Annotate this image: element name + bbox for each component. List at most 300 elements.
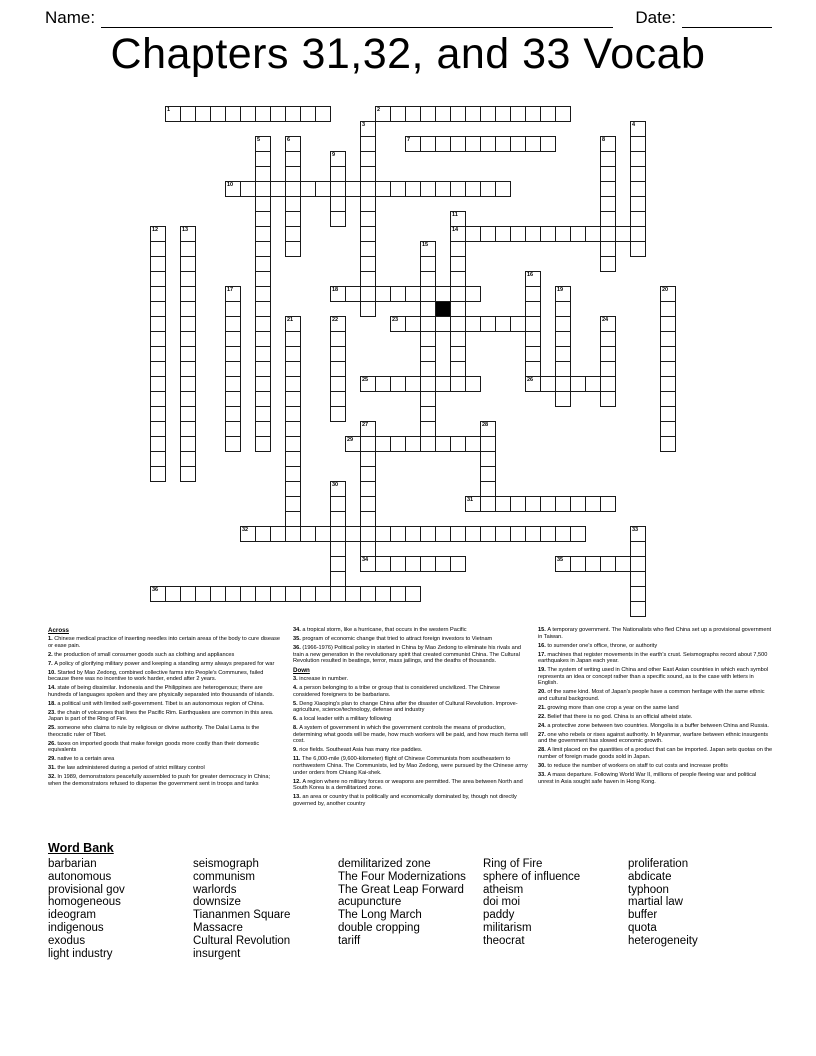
grid-cell[interactable] (255, 526, 271, 542)
grid-cell[interactable] (285, 361, 301, 377)
grid-cell[interactable] (375, 556, 391, 572)
grid-cell[interactable] (420, 346, 436, 362)
grid-cell[interactable] (225, 586, 241, 602)
grid-cell[interactable] (555, 106, 571, 122)
grid-cell[interactable] (600, 391, 616, 407)
grid-cell[interactable] (150, 436, 166, 452)
grid-cell[interactable] (630, 151, 646, 167)
grid-cell[interactable] (630, 136, 646, 152)
grid-cell[interactable] (360, 421, 376, 437)
grid-cell[interactable] (225, 286, 241, 302)
crossword-grid[interactable] (150, 106, 680, 621)
grid-cell[interactable] (225, 436, 241, 452)
grid-cell[interactable] (495, 106, 511, 122)
grid-cell[interactable] (435, 526, 451, 542)
grid-cell[interactable] (180, 451, 196, 467)
grid-cell[interactable] (525, 526, 541, 542)
grid-cell[interactable] (450, 226, 466, 242)
grid-cell[interactable] (360, 196, 376, 212)
grid-cell[interactable] (630, 241, 646, 257)
grid-cell[interactable] (180, 586, 196, 602)
grid-cell[interactable] (495, 496, 511, 512)
grid-cell[interactable] (255, 391, 271, 407)
grid-cell[interactable] (360, 241, 376, 257)
grid-cell[interactable] (435, 136, 451, 152)
grid-cell[interactable] (255, 436, 271, 452)
grid-cell[interactable] (300, 526, 316, 542)
grid-cell[interactable] (660, 361, 676, 377)
grid-cell[interactable] (555, 226, 571, 242)
grid-cell[interactable] (345, 586, 361, 602)
grid-cell[interactable] (285, 151, 301, 167)
grid-cell[interactable] (330, 316, 346, 332)
grid-cell[interactable] (180, 406, 196, 422)
grid-cell[interactable] (540, 226, 556, 242)
grid-cell[interactable] (420, 286, 436, 302)
grid-cell[interactable] (660, 406, 676, 422)
grid-cell[interactable] (555, 286, 571, 302)
grid-cell[interactable] (330, 151, 346, 167)
grid-cell[interactable] (435, 316, 451, 332)
grid-cell[interactable] (150, 226, 166, 242)
grid-cell[interactable] (525, 301, 541, 317)
grid-cell[interactable] (255, 421, 271, 437)
grid-cell[interactable] (255, 211, 271, 227)
grid-cell[interactable] (465, 316, 481, 332)
grid-cell[interactable] (525, 376, 541, 392)
grid-cell[interactable] (285, 406, 301, 422)
grid-cell[interactable] (405, 181, 421, 197)
grid-cell[interactable] (525, 346, 541, 362)
grid-cell[interactable] (420, 436, 436, 452)
grid-cell[interactable] (345, 181, 361, 197)
grid-cell[interactable] (600, 361, 616, 377)
grid-cell[interactable] (330, 346, 346, 362)
grid-cell[interactable] (435, 286, 451, 302)
grid-cell[interactable] (600, 256, 616, 272)
grid-cell[interactable] (465, 226, 481, 242)
grid-cell[interactable] (255, 106, 271, 122)
grid-cell[interactable] (480, 136, 496, 152)
grid-cell[interactable] (480, 451, 496, 467)
grid-cell[interactable] (330, 481, 346, 497)
grid-cell[interactable] (390, 286, 406, 302)
grid-cell[interactable] (255, 286, 271, 302)
grid-cell[interactable] (405, 376, 421, 392)
grid-cell[interactable] (435, 556, 451, 572)
grid-cell[interactable] (405, 586, 421, 602)
grid-cell[interactable] (225, 391, 241, 407)
grid-cell[interactable] (420, 421, 436, 437)
grid-cell[interactable] (450, 181, 466, 197)
grid-cell[interactable] (255, 181, 271, 197)
grid-cell[interactable] (525, 361, 541, 377)
grid-cell[interactable] (420, 316, 436, 332)
grid-cell[interactable] (555, 346, 571, 362)
grid-cell[interactable] (480, 421, 496, 437)
grid-cell[interactable] (510, 106, 526, 122)
grid-cell[interactable] (600, 331, 616, 347)
grid-cell[interactable] (630, 541, 646, 557)
grid-cell[interactable] (375, 286, 391, 302)
grid-cell[interactable] (480, 496, 496, 512)
grid-cell[interactable] (615, 226, 631, 242)
grid-cell[interactable] (495, 316, 511, 332)
grid-cell[interactable] (285, 376, 301, 392)
grid-cell[interactable] (225, 316, 241, 332)
grid-cell[interactable] (240, 106, 256, 122)
grid-cell[interactable] (270, 526, 286, 542)
grid-cell[interactable] (480, 526, 496, 542)
grid-cell[interactable] (600, 151, 616, 167)
grid-cell[interactable] (285, 166, 301, 182)
grid-cell[interactable] (450, 256, 466, 272)
grid-cell[interactable] (180, 316, 196, 332)
grid-cell[interactable] (525, 316, 541, 332)
grid-cell[interactable] (555, 301, 571, 317)
grid-cell[interactable] (555, 526, 571, 542)
grid-cell[interactable] (315, 586, 331, 602)
grid-cell[interactable] (225, 421, 241, 437)
grid-cell[interactable] (585, 556, 601, 572)
grid-cell[interactable] (180, 241, 196, 257)
grid-cell[interactable] (480, 106, 496, 122)
grid-cell[interactable] (360, 466, 376, 482)
grid-cell[interactable] (315, 526, 331, 542)
grid-cell[interactable] (360, 136, 376, 152)
grid-cell[interactable] (420, 256, 436, 272)
grid-cell[interactable] (285, 496, 301, 512)
grid-cell[interactable] (330, 376, 346, 392)
grid-cell[interactable] (420, 391, 436, 407)
grid-cell[interactable] (360, 151, 376, 167)
grid-cell[interactable] (390, 436, 406, 452)
grid-cell[interactable] (510, 496, 526, 512)
grid-cell[interactable] (345, 436, 361, 452)
grid-cell[interactable] (210, 586, 226, 602)
grid-cell[interactable] (570, 556, 586, 572)
grid-cell[interactable] (285, 421, 301, 437)
grid-cell[interactable] (165, 106, 181, 122)
grid-cell[interactable] (600, 346, 616, 362)
grid-cell[interactable] (330, 196, 346, 212)
grid-cell[interactable] (420, 526, 436, 542)
grid-cell[interactable] (285, 331, 301, 347)
grid-cell[interactable] (285, 196, 301, 212)
grid-cell[interactable] (345, 526, 361, 542)
grid-cell[interactable] (660, 391, 676, 407)
grid-cell[interactable] (270, 106, 286, 122)
grid-cell[interactable] (255, 166, 271, 182)
grid-cell[interactable] (600, 196, 616, 212)
grid-cell[interactable] (180, 271, 196, 287)
grid-cell[interactable] (450, 271, 466, 287)
grid-cell[interactable] (330, 181, 346, 197)
grid-cell[interactable] (390, 556, 406, 572)
grid-cell[interactable] (255, 361, 271, 377)
grid-cell[interactable] (225, 376, 241, 392)
grid-cell[interactable] (255, 331, 271, 347)
grid-cell[interactable] (240, 181, 256, 197)
grid-cell[interactable] (435, 181, 451, 197)
grid-cell[interactable] (480, 436, 496, 452)
grid-cell[interactable] (660, 421, 676, 437)
grid-cell[interactable] (285, 211, 301, 227)
grid-cell[interactable] (525, 286, 541, 302)
grid-cell[interactable] (360, 451, 376, 467)
grid-cell[interactable] (285, 481, 301, 497)
grid-cell[interactable] (450, 526, 466, 542)
grid-cell[interactable] (180, 331, 196, 347)
grid-cell[interactable] (150, 271, 166, 287)
grid-cell[interactable] (150, 331, 166, 347)
grid-cell[interactable] (285, 391, 301, 407)
grid-cell[interactable] (660, 316, 676, 332)
name-input-line[interactable] (101, 11, 613, 28)
grid-cell[interactable] (630, 601, 646, 617)
grid-cell[interactable] (450, 436, 466, 452)
grid-cell[interactable] (240, 526, 256, 542)
grid-cell[interactable] (540, 376, 556, 392)
grid-cell[interactable] (360, 121, 376, 137)
grid-cell[interactable] (600, 136, 616, 152)
grid-cell[interactable] (375, 586, 391, 602)
grid-cell[interactable] (180, 361, 196, 377)
grid-cell[interactable] (360, 166, 376, 182)
grid-cell[interactable] (150, 406, 166, 422)
grid-cell[interactable] (315, 181, 331, 197)
grid-cell[interactable] (600, 226, 616, 242)
grid-cell[interactable] (420, 556, 436, 572)
date-input-line[interactable] (682, 11, 772, 28)
grid-cell[interactable] (450, 331, 466, 347)
grid-cell[interactable] (330, 496, 346, 512)
grid-cell[interactable] (360, 541, 376, 557)
grid-cell[interactable] (240, 586, 256, 602)
grid-cell[interactable] (390, 586, 406, 602)
grid-cell[interactable] (465, 526, 481, 542)
grid-cell[interactable] (390, 106, 406, 122)
grid-cell[interactable] (405, 556, 421, 572)
grid-cell[interactable] (150, 451, 166, 467)
grid-cell[interactable] (600, 316, 616, 332)
grid-cell[interactable] (225, 331, 241, 347)
grid-cell[interactable] (450, 556, 466, 572)
grid-cell[interactable] (420, 361, 436, 377)
grid-cell[interactable] (450, 376, 466, 392)
grid-cell[interactable] (510, 136, 526, 152)
grid-cell[interactable] (150, 391, 166, 407)
grid-cell[interactable] (150, 376, 166, 392)
grid-cell[interactable] (330, 166, 346, 182)
grid-cell[interactable] (300, 181, 316, 197)
grid-cell[interactable] (285, 181, 301, 197)
grid-cell[interactable] (600, 496, 616, 512)
grid-cell[interactable] (150, 361, 166, 377)
grid-cell[interactable] (285, 226, 301, 242)
grid-cell[interactable] (600, 376, 616, 392)
grid-cell[interactable] (420, 376, 436, 392)
grid-cell[interactable] (630, 526, 646, 542)
grid-cell[interactable] (150, 256, 166, 272)
grid-cell[interactable] (480, 316, 496, 332)
grid-cell[interactable] (330, 361, 346, 377)
grid-cell[interactable] (180, 256, 196, 272)
grid-cell[interactable] (150, 346, 166, 362)
grid-cell[interactable] (285, 106, 301, 122)
grid-cell[interactable] (255, 346, 271, 362)
grid-cell[interactable] (180, 436, 196, 452)
grid-cell[interactable] (360, 436, 376, 452)
grid-cell[interactable] (360, 226, 376, 242)
grid-cell[interactable] (465, 106, 481, 122)
grid-cell[interactable] (450, 136, 466, 152)
grid-cell[interactable] (255, 271, 271, 287)
grid-cell[interactable] (285, 316, 301, 332)
grid-cell[interactable] (585, 376, 601, 392)
grid-cell[interactable] (420, 181, 436, 197)
grid-cell[interactable] (360, 271, 376, 287)
grid-cell[interactable] (255, 241, 271, 257)
grid-cell[interactable] (405, 436, 421, 452)
grid-cell[interactable] (570, 376, 586, 392)
grid-cell[interactable] (225, 406, 241, 422)
grid-cell[interactable] (180, 421, 196, 437)
grid-cell[interactable] (330, 541, 346, 557)
grid-cell[interactable] (555, 391, 571, 407)
grid-cell[interactable] (420, 241, 436, 257)
grid-cell[interactable] (435, 436, 451, 452)
grid-cell[interactable] (180, 346, 196, 362)
grid-cell[interactable] (150, 286, 166, 302)
grid-cell[interactable] (510, 316, 526, 332)
grid-cell[interactable] (540, 136, 556, 152)
grid-cell[interactable] (570, 226, 586, 242)
grid-cell[interactable] (525, 331, 541, 347)
grid-cell[interactable] (555, 556, 571, 572)
grid-cell[interactable] (255, 376, 271, 392)
grid-cell[interactable] (630, 571, 646, 587)
grid-cell[interactable] (570, 526, 586, 542)
grid-cell[interactable] (390, 376, 406, 392)
grid-cell[interactable] (225, 301, 241, 317)
grid-cell[interactable] (420, 271, 436, 287)
grid-cell[interactable] (330, 556, 346, 572)
grid-cell[interactable] (180, 301, 196, 317)
grid-cell[interactable] (585, 496, 601, 512)
grid-cell[interactable] (525, 271, 541, 287)
grid-cell[interactable] (180, 466, 196, 482)
grid-cell[interactable] (435, 376, 451, 392)
grid-cell[interactable] (465, 436, 481, 452)
grid-cell[interactable] (180, 286, 196, 302)
grid-cell[interactable] (360, 496, 376, 512)
grid-cell[interactable] (210, 106, 226, 122)
grid-cell[interactable] (375, 526, 391, 542)
grid-cell[interactable] (375, 181, 391, 197)
grid-cell[interactable] (300, 106, 316, 122)
grid-cell[interactable] (495, 136, 511, 152)
grid-cell[interactable] (450, 286, 466, 302)
grid-cell[interactable] (615, 556, 631, 572)
grid-cell[interactable] (150, 316, 166, 332)
grid-cell[interactable] (285, 241, 301, 257)
grid-cell[interactable] (555, 361, 571, 377)
grid-cell[interactable] (390, 526, 406, 542)
grid-cell[interactable] (465, 496, 481, 512)
grid-cell[interactable] (360, 286, 376, 302)
grid-cell[interactable] (420, 406, 436, 422)
grid-cell[interactable] (255, 151, 271, 167)
grid-cell[interactable] (255, 226, 271, 242)
grid-cell[interactable] (285, 346, 301, 362)
grid-cell[interactable] (420, 331, 436, 347)
grid-cell[interactable] (330, 286, 346, 302)
grid-cell[interactable] (525, 496, 541, 512)
grid-cell[interactable] (360, 556, 376, 572)
grid-cell[interactable] (600, 181, 616, 197)
grid-cell[interactable] (180, 376, 196, 392)
grid-cell[interactable] (480, 181, 496, 197)
grid-cell[interactable] (180, 391, 196, 407)
grid-cell[interactable] (540, 496, 556, 512)
grid-cell[interactable] (480, 466, 496, 482)
grid-cell[interactable] (630, 196, 646, 212)
grid-cell[interactable] (330, 571, 346, 587)
grid-cell[interactable] (390, 181, 406, 197)
grid-cell[interactable] (510, 226, 526, 242)
grid-cell[interactable] (255, 256, 271, 272)
grid-cell[interactable] (345, 286, 361, 302)
grid-cell[interactable] (495, 181, 511, 197)
grid-cell[interactable] (600, 211, 616, 227)
grid-cell[interactable] (420, 301, 436, 317)
grid-cell[interactable] (270, 586, 286, 602)
grid-cell[interactable] (360, 301, 376, 317)
grid-cell[interactable] (405, 136, 421, 152)
grid-cell[interactable] (255, 406, 271, 422)
grid-cell[interactable] (360, 586, 376, 602)
grid-cell[interactable] (360, 256, 376, 272)
grid-cell[interactable] (360, 481, 376, 497)
grid-cell[interactable] (315, 106, 331, 122)
grid-cell[interactable] (360, 376, 376, 392)
grid-cell[interactable] (525, 106, 541, 122)
grid-cell[interactable] (150, 301, 166, 317)
grid-cell[interactable] (150, 586, 166, 602)
grid-cell[interactable] (225, 106, 241, 122)
grid-cell[interactable] (660, 286, 676, 302)
grid-cell[interactable] (555, 331, 571, 347)
grid-cell[interactable] (195, 106, 211, 122)
grid-cell[interactable] (285, 451, 301, 467)
grid-cell[interactable] (285, 511, 301, 527)
grid-cell[interactable] (150, 421, 166, 437)
grid-cell[interactable] (630, 556, 646, 572)
grid-cell[interactable] (225, 361, 241, 377)
grid-cell[interactable] (600, 166, 616, 182)
grid-cell[interactable] (450, 211, 466, 227)
grid-cell[interactable] (165, 586, 181, 602)
grid-cell[interactable] (255, 196, 271, 212)
grid-cell[interactable] (405, 526, 421, 542)
grid-cell[interactable] (180, 106, 196, 122)
grid-cell[interactable] (660, 376, 676, 392)
grid-cell[interactable] (375, 106, 391, 122)
grid-cell[interactable] (585, 226, 601, 242)
grid-cell[interactable] (300, 586, 316, 602)
grid-cell[interactable] (150, 241, 166, 257)
